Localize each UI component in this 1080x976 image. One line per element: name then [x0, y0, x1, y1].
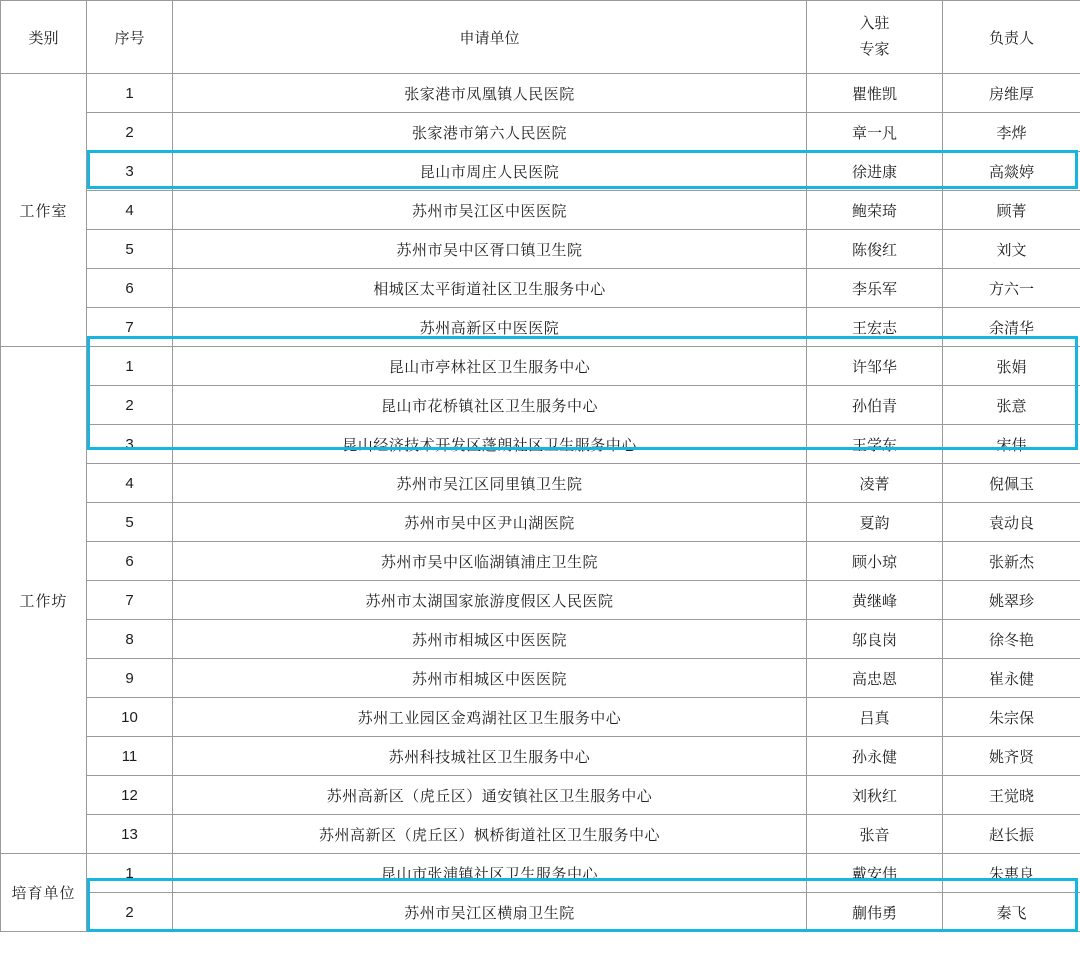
- row-index: 12: [87, 776, 173, 815]
- row-expert: 许邹华: [807, 347, 943, 386]
- category-cell-cultivation: 培育单位: [1, 854, 87, 932]
- row-expert: 蒯伟勇: [807, 893, 943, 932]
- row-head: 袁动良: [943, 503, 1080, 542]
- table-row: [1, 269, 1080, 308]
- column-header-index: 序号: [87, 1, 173, 74]
- row-head: 李烨: [943, 113, 1080, 152]
- table-row: [1, 581, 1080, 620]
- table-row-highlighted: [1, 425, 1080, 464]
- table-row: [1, 737, 1080, 776]
- row-head: 秦飞: [943, 893, 1080, 932]
- row-unit: 苏州高新区中医医院: [173, 308, 807, 347]
- table-row: [1, 815, 1080, 854]
- row-unit: 苏州市太湖国家旅游度假区人民医院: [173, 581, 807, 620]
- header-row: [1, 1, 1080, 74]
- row-expert: 李乐军: [807, 269, 943, 308]
- row-index: 6: [87, 269, 173, 308]
- row-unit: 相城区太平街道社区卫生服务中心: [173, 269, 807, 308]
- table-row: [1, 698, 1080, 737]
- row-index: 9: [87, 659, 173, 698]
- row-unit: 苏州工业园区金鸡湖社区卫生服务中心: [173, 698, 807, 737]
- row-index: 5: [87, 503, 173, 542]
- row-head: 徐冬艳: [943, 620, 1080, 659]
- row-index: 3: [87, 152, 173, 191]
- table-row: [1, 620, 1080, 659]
- row-unit: 张家港市第六人民医院: [173, 113, 807, 152]
- row-index: 13: [87, 815, 173, 854]
- row-index: 1: [87, 347, 173, 386]
- table-row-highlighted: [1, 386, 1080, 425]
- row-head: 姚翠珍: [943, 581, 1080, 620]
- row-expert: 刘秋红: [807, 776, 943, 815]
- row-expert: 邬良岗: [807, 620, 943, 659]
- table-header: [1, 1, 1080, 74]
- row-head: 崔永健: [943, 659, 1080, 698]
- table-row: [1, 191, 1080, 230]
- row-index: 10: [87, 698, 173, 737]
- column-header-head: 负责人: [943, 1, 1080, 74]
- row-unit: 苏州市吴中区临湖镇浦庄卫生院: [173, 542, 807, 581]
- row-unit: 苏州科技城社区卫生服务中心: [173, 737, 807, 776]
- row-index: 7: [87, 581, 173, 620]
- row-head: 朱惠良: [943, 854, 1080, 893]
- table-row: [1, 74, 1080, 113]
- row-head: 张意: [943, 386, 1080, 425]
- row-head: 姚齐贤: [943, 737, 1080, 776]
- row-head: 张娟: [943, 347, 1080, 386]
- table-row: [1, 893, 1080, 932]
- table-row: [1, 659, 1080, 698]
- table-row: [1, 113, 1080, 152]
- row-expert: 章一凡: [807, 113, 943, 152]
- row-expert: 王宏志: [807, 308, 943, 347]
- row-head: 张新杰: [943, 542, 1080, 581]
- row-index: 5: [87, 230, 173, 269]
- row-expert: 鲍荣琦: [807, 191, 943, 230]
- row-expert: 王学东: [807, 425, 943, 464]
- row-head: 方六一: [943, 269, 1080, 308]
- table-row: [1, 308, 1080, 347]
- row-unit: 昆山市张浦镇社区卫生服务中心: [173, 854, 807, 893]
- row-unit: 张家港市凤凰镇人民医院: [173, 74, 807, 113]
- row-expert: 张音: [807, 815, 943, 854]
- row-expert: 徐进康: [807, 152, 943, 191]
- row-head: 宋伟: [943, 425, 1080, 464]
- column-header-expert-line1: 入驻: [859, 15, 890, 32]
- table-row-highlighted: [1, 854, 1080, 893]
- row-index: 8: [87, 620, 173, 659]
- row-expert: 孙伯青: [807, 386, 943, 425]
- table-row-highlighted: [1, 347, 1080, 386]
- row-head: 赵长振: [943, 815, 1080, 854]
- row-expert: 黄继峰: [807, 581, 943, 620]
- row-index: 2: [87, 113, 173, 152]
- column-header-expert-line2: 专家: [859, 41, 890, 58]
- category-cell-workshop-studio: 工作室: [1, 74, 87, 347]
- row-expert: 顾小琼: [807, 542, 943, 581]
- table-row-highlighted: [1, 152, 1080, 191]
- column-header-unit: 申请单位: [173, 1, 807, 74]
- row-expert: 夏韵: [807, 503, 943, 542]
- row-expert: 孙永健: [807, 737, 943, 776]
- row-head: 朱宗保: [943, 698, 1080, 737]
- category-cell-workshop: 工作坊: [1, 347, 87, 854]
- row-unit: 昆山市周庄人民医院: [173, 152, 807, 191]
- row-unit: 苏州市吴江区横扇卫生院: [173, 893, 807, 932]
- row-head: 顾菁: [943, 191, 1080, 230]
- row-unit: 昆山市亭林社区卫生服务中心: [173, 347, 807, 386]
- row-head: 王觉晓: [943, 776, 1080, 815]
- row-head: 刘文: [943, 230, 1080, 269]
- row-head: 倪佩玉: [943, 464, 1080, 503]
- row-index: 1: [87, 74, 173, 113]
- row-index: 4: [87, 191, 173, 230]
- row-unit: 苏州市相城区中医医院: [173, 659, 807, 698]
- row-expert: 高忠恩: [807, 659, 943, 698]
- table-row: [1, 776, 1080, 815]
- row-index: 3: [87, 425, 173, 464]
- column-header-expert: [807, 1, 943, 74]
- row-unit: 昆山市花桥镇社区卫生服务中心: [173, 386, 807, 425]
- column-header-category: 类别: [1, 1, 87, 74]
- row-unit: 苏州市吴江区同里镇卫生院: [173, 464, 807, 503]
- row-index: 6: [87, 542, 173, 581]
- row-index: 11: [87, 737, 173, 776]
- row-unit: 苏州市吴中区尹山湖医院: [173, 503, 807, 542]
- row-expert: 陈俊红: [807, 230, 943, 269]
- table-row: [1, 464, 1080, 503]
- row-unit: 苏州高新区（虎丘区）通安镇社区卫生服务中心: [173, 776, 807, 815]
- row-unit: 苏州高新区（虎丘区）枫桥街道社区卫生服务中心: [173, 815, 807, 854]
- row-expert: 瞿惟凯: [807, 74, 943, 113]
- row-head: 余清华: [943, 308, 1080, 347]
- row-head: 房维厚: [943, 74, 1080, 113]
- row-expert: 凌菁: [807, 464, 943, 503]
- table-row: [1, 542, 1080, 581]
- table-body: [1, 74, 1080, 932]
- row-expert: 戴安伟: [807, 854, 943, 893]
- row-unit: 苏州市吴中区胥口镇卫生院: [173, 230, 807, 269]
- row-unit: 苏州市相城区中医医院: [173, 620, 807, 659]
- row-index: 2: [87, 386, 173, 425]
- row-expert: 吕真: [807, 698, 943, 737]
- row-index: 4: [87, 464, 173, 503]
- row-head: 高燚婷: [943, 152, 1080, 191]
- row-index: 7: [87, 308, 173, 347]
- row-index: 1: [87, 854, 173, 893]
- table-row: [1, 230, 1080, 269]
- row-index: 2: [87, 893, 173, 932]
- table-row: [1, 503, 1080, 542]
- row-unit: 昆山经济技术开发区蓬朗社区卫生服务中心: [173, 425, 807, 464]
- row-unit: 苏州市吴江区中医医院: [173, 191, 807, 230]
